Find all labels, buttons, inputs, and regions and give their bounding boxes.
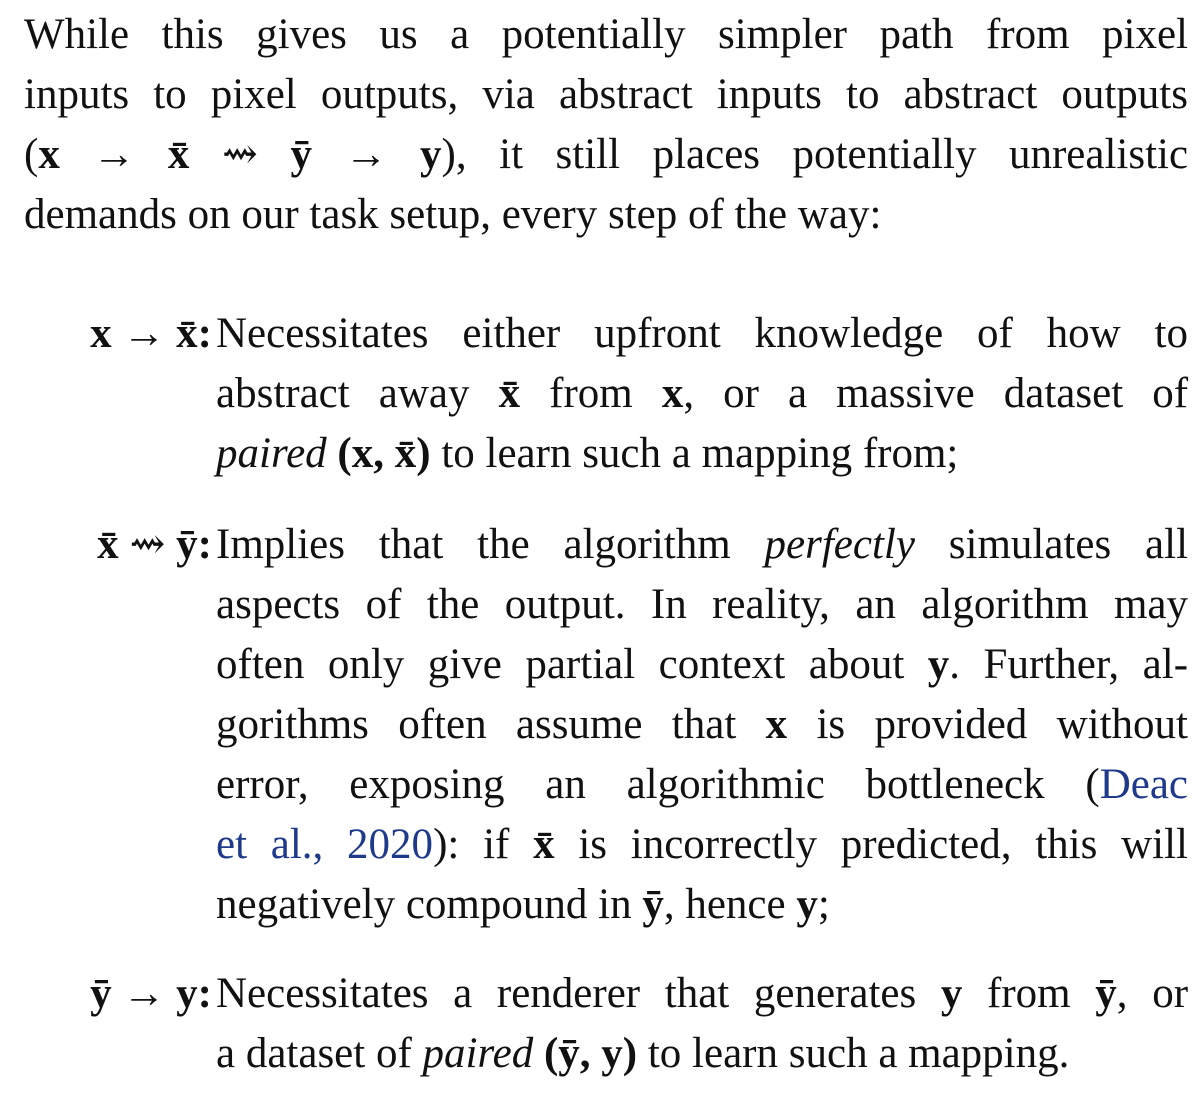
math-x: x <box>38 131 60 178</box>
item-description <box>216 964 1188 1084</box>
intro-paragraph <box>24 5 1188 245</box>
desc-text: to learn such a mapping from; <box>441 430 959 477</box>
term-colon: : <box>197 310 212 357</box>
arrow-symbol: → <box>92 131 136 178</box>
desc-line-1: Necessitates either upfront knowledge of how to <box>216 310 1188 357</box>
math-y: y <box>796 881 818 928</box>
intro-line-1: While this gives us a potentially simpler path from pixel <box>24 11 1188 58</box>
term-arrow: → <box>122 310 166 357</box>
intro-line-3-text: ), it still places potentially unrealistic <box>441 131 1189 178</box>
math-y: y <box>940 970 963 1017</box>
term-left: ȳ <box>90 970 112 1017</box>
desc-text: to learn such a mapping. <box>647 1030 1070 1077</box>
desc-line-1 <box>216 964 1188 1024</box>
desc-text: from <box>987 970 1071 1017</box>
term-left: x <box>90 310 112 357</box>
desc-text: is incorrectly predicted, this will <box>578 821 1188 868</box>
paper-excerpt <box>24 0 1188 1097</box>
desc-line-2: aspects of the output. In reality, an algorithm may <box>216 581 1188 628</box>
item-description <box>216 304 1188 484</box>
emphasis-paired: paired <box>216 430 327 477</box>
desc-text: a dataset of <box>216 1030 412 1077</box>
desc-text: ): if <box>433 821 510 868</box>
math-x: x <box>765 701 788 748</box>
arrow-symbol-2: → <box>344 131 388 178</box>
term-right: ȳ <box>176 521 198 568</box>
intro-line-3 <box>24 125 1188 185</box>
desc-text: error, exposing an algorithmic bottleneck ( <box>216 761 1100 808</box>
open-paren: ( <box>24 131 39 178</box>
term-right: x̄ <box>176 310 198 357</box>
term-squiggle-arrow: ⇝ <box>129 521 166 568</box>
math-y-bar: ȳ <box>290 131 312 178</box>
desc-text: abstract away <box>216 370 470 417</box>
desc-line-6 <box>216 815 1188 875</box>
item-description <box>216 515 1188 935</box>
math-pair: (x, x̄) <box>337 430 431 477</box>
desc-text: gorithms often assume that <box>216 701 737 748</box>
desc-text: Necessitates a renderer that generates <box>216 970 917 1017</box>
item-term <box>24 515 212 575</box>
math-x: x <box>661 370 684 417</box>
desc-line-1 <box>216 515 1188 575</box>
citation-link-cont[interactable]: et al., 2020 <box>216 821 434 868</box>
math-y-bar: ȳ <box>1095 970 1117 1017</box>
squiggle-arrow-symbol: ⇝ <box>221 131 258 178</box>
desc-text: Implies that the algorithm <box>216 521 731 568</box>
desc-line-2 <box>216 1024 1188 1084</box>
intro-line-2: inputs to pixel outputs, via abstract inputs to abstract outputs <box>24 71 1188 118</box>
math-y: y <box>927 641 950 688</box>
desc-line-5 <box>216 755 1188 815</box>
desc-line-3 <box>216 424 1188 484</box>
desc-line-3 <box>216 635 1188 695</box>
desc-line-4 <box>216 695 1188 755</box>
math-y-bar: ȳ <box>642 881 664 928</box>
desc-text: often only give partial context about <box>216 641 905 688</box>
desc-text: , or <box>1116 970 1189 1017</box>
desc-text: , or a massive dataset of <box>683 370 1189 417</box>
desc-text: simulates all <box>948 521 1189 568</box>
emphasis-paired: paired <box>422 1030 534 1077</box>
term-left: x̄ <box>97 521 119 568</box>
item-term <box>24 304 212 364</box>
term-arrow: → <box>122 970 166 1017</box>
intro-line-4: demands on our task setup, every step of the way: <box>24 191 882 238</box>
desc-text: ; <box>817 881 830 928</box>
term-right: y <box>176 970 198 1017</box>
desc-line-2 <box>216 364 1188 424</box>
desc-text: , hence <box>663 881 786 928</box>
math-y: y <box>420 131 442 178</box>
desc-text: from <box>549 370 633 417</box>
math-x-bar: x̄ <box>533 821 555 868</box>
term-colon: : <box>197 970 212 1017</box>
desc-text: is provided without <box>816 701 1189 748</box>
desc-text: negatively compound in <box>216 881 632 928</box>
term-colon: : <box>197 521 212 568</box>
item-term <box>24 964 212 1024</box>
math-x-bar: x̄ <box>167 131 190 178</box>
math-x-bar: x̄ <box>498 370 521 417</box>
desc-text: . Further, al- <box>949 641 1189 688</box>
math-pair: (ȳ, y) <box>543 1030 638 1077</box>
emphasis-perfectly: perfectly <box>764 521 915 568</box>
citation-link[interactable]: Deac <box>1099 761 1188 808</box>
desc-line-7 <box>216 875 1188 935</box>
